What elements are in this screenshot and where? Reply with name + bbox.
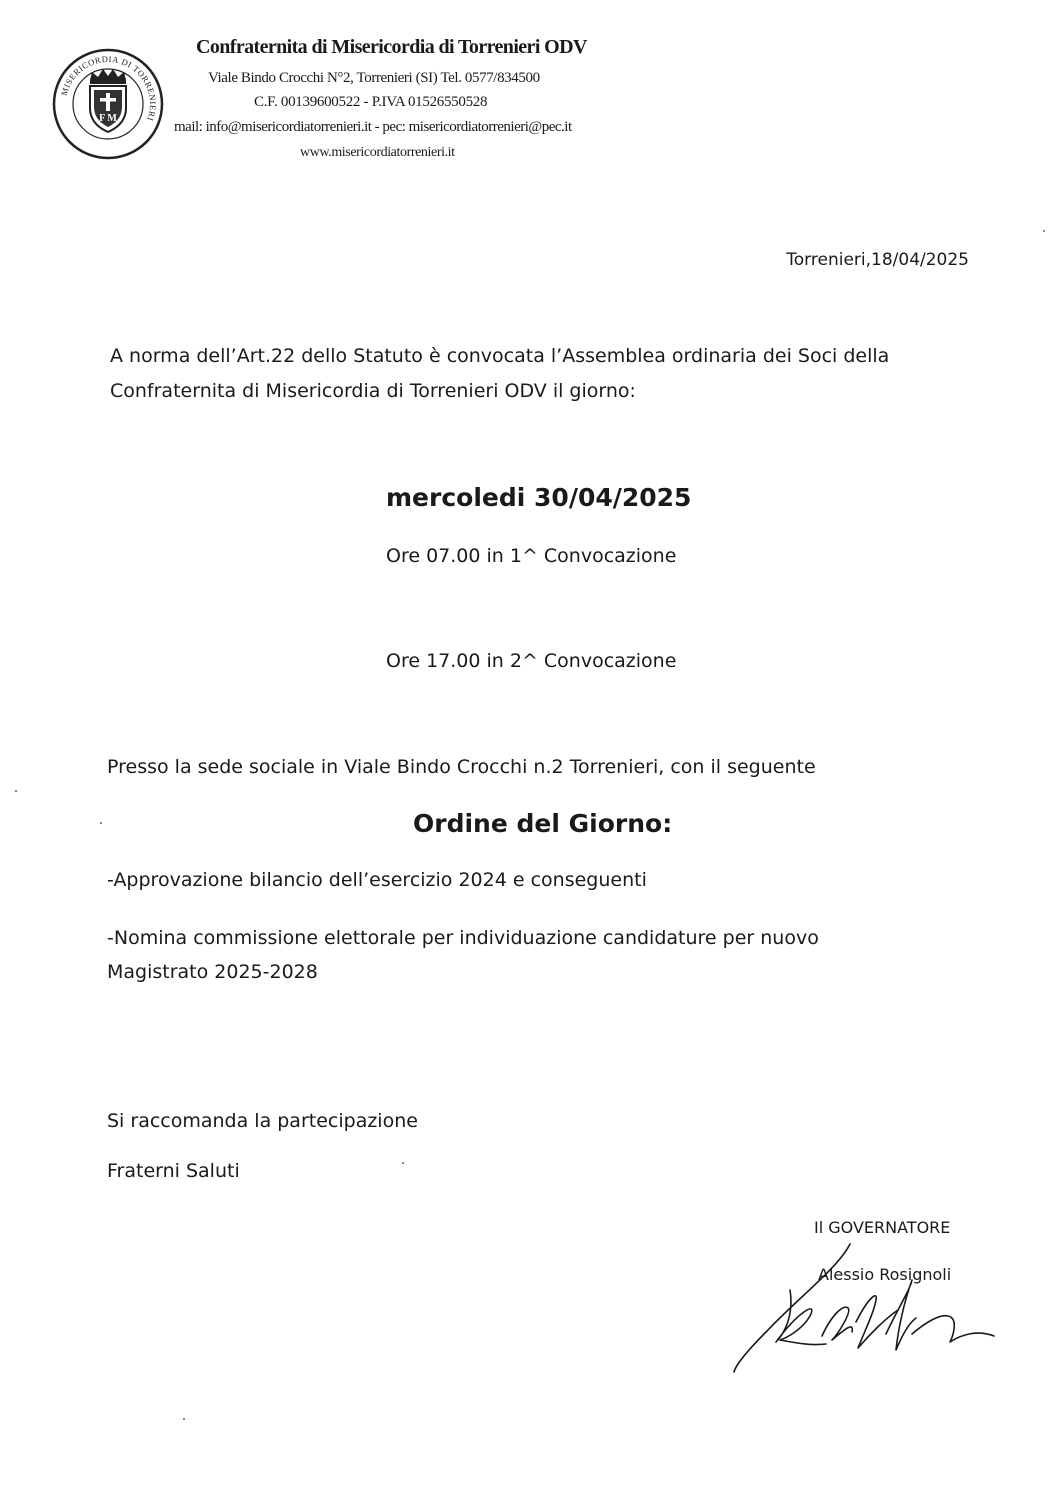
second-call-time: Ore 17.00 in 2^ Convocazione xyxy=(386,650,677,672)
place-date: Torrenieri,18/04/2025 xyxy=(786,250,969,270)
email-contacts[interactable]: mail: info@misericordiatorrenieri.it - pec: misericordiatorrenieri@pec.it xyxy=(174,119,572,135)
closing-greeting: Fraterni Saluti xyxy=(107,1160,240,1182)
svg-text:MISERICORDIA DI TORRENIERI: MISERICORDIA DI TORRENIERI xyxy=(58,53,159,123)
svg-text:F M: F M xyxy=(99,113,117,124)
agenda-item: -Nomina commissione elettorale per individuazione candidature per nuovo Magistrato 2025-2028 xyxy=(107,927,819,983)
agenda-item: -Approvazione bilancio dell’esercizio 2024 e conseguenti xyxy=(107,869,647,891)
first-call-time: Ore 07.00 in 1^ Convocazione xyxy=(386,545,677,567)
signatory-name: Alessio Rosignoli xyxy=(818,1265,952,1284)
website-link[interactable]: www.misericordiatorrenieri.it xyxy=(300,145,455,160)
convocation-intro: A norma dell’Art.22 dello Statuto è convocata l’Assemblea ordinaria dei Soci della Confraternita di Misericordia di Torrenieri ODV il giorno: xyxy=(110,345,890,402)
closing-recommendation: Si raccomanda la partecipazione xyxy=(107,1110,418,1132)
handwritten-signature xyxy=(728,1238,1008,1378)
signatory-title: Il GOVERNATORE xyxy=(814,1218,951,1237)
organization-name: Confraternita di Misericordia di Torrenieri ODV xyxy=(196,36,587,58)
tax-codes: C.F. 00139600522 - P.IVA 01526550528 xyxy=(254,94,488,110)
agenda-title: Ordine del Giorno: xyxy=(413,809,673,838)
meeting-venue: Presso la sede sociale in Viale Bindo Crocchi n.2 Torrenieri, con il seguente xyxy=(107,756,816,778)
confraternity-seal-logo xyxy=(52,48,164,160)
organization-address: Viale Bindo Crocchi N°2, Torrenieri (SI) Tel. 0577/834500 xyxy=(208,70,540,86)
meeting-date: mercoledi 30/04/2025 xyxy=(386,483,692,512)
shield-icon xyxy=(90,86,126,132)
